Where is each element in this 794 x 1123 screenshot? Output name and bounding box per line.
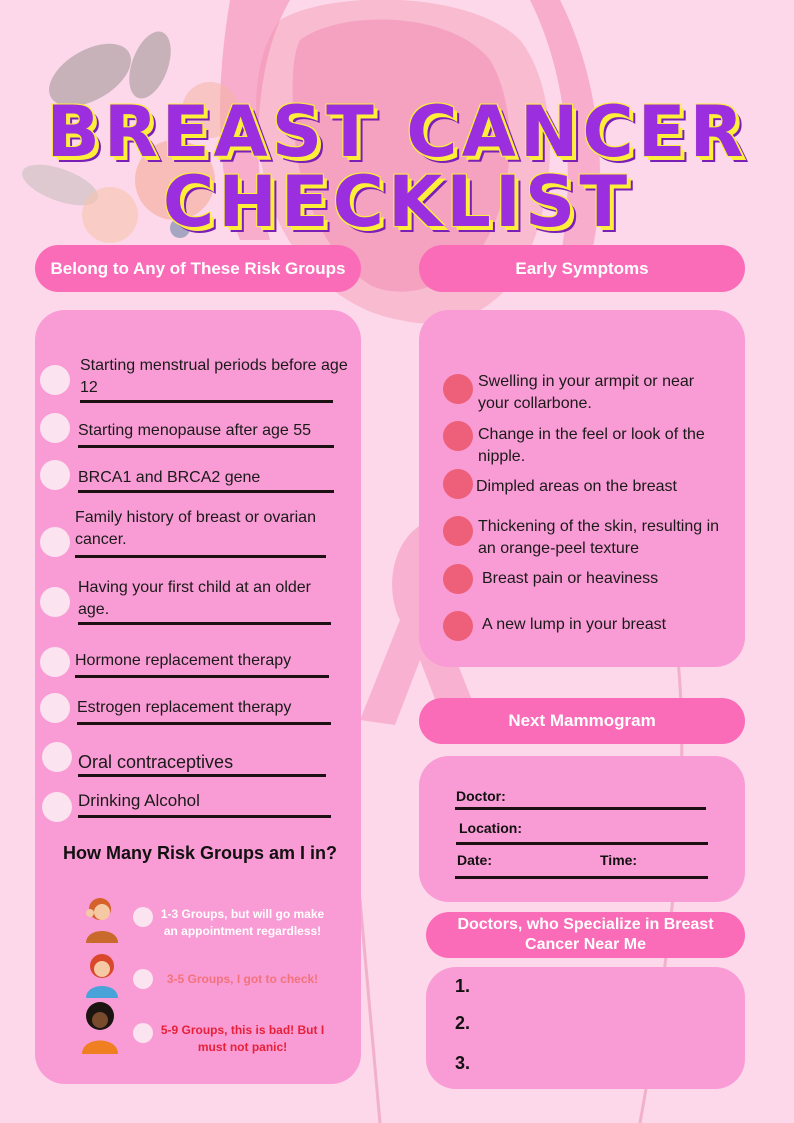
symptom-item: Thickening of the skin, resulting in an orange-peel texture — [478, 518, 720, 557]
risk-item-label: Family history of breast or ovarian cancer. — [75, 509, 316, 548]
risk-item-label: Drinking Alcohol — [78, 791, 200, 810]
group-label: 1-3 Groups, but will go make an appointment regardless! — [160, 907, 325, 938]
doctors-header: Doctors, who Specialize in Breast Cancer Near Me — [426, 912, 745, 958]
risk-item-label: Oral contraceptives — [78, 752, 234, 772]
next-mammogram-header: Next Mammogram — [419, 698, 745, 744]
risk-item-label: Having your first child at an older age. — [78, 579, 311, 618]
risk-count-question: How Many Risk Groups am I in? — [62, 843, 338, 863]
risk-item-label: Estrogen replacement therapy — [77, 699, 292, 716]
symptom-item: Dimpled areas on the breast — [476, 478, 677, 495]
early-symptoms-header: Early Symptoms — [419, 245, 745, 292]
symptom-item: Breast pain or heaviness — [482, 570, 659, 587]
doctor-number: 2. — [455, 1013, 471, 1033]
group-label: 5-9 Groups, this is bad! But I must not panic! — [160, 1023, 325, 1054]
time-label: Time: — [600, 852, 638, 868]
risk-item-label: Starting menopause after age 55 — [78, 422, 312, 439]
page-title-line2: CHECKLIST — [162, 161, 632, 243]
doctor-number: 3. — [455, 1053, 471, 1073]
risk-item-label: Hormone replacement therapy — [75, 652, 292, 669]
risk-item-label: BRCA1 and BRCA2 gene — [78, 469, 261, 486]
date-label: Date: — [457, 852, 493, 868]
page-title-line1: BREAST CANCER — [46, 91, 748, 173]
symptom-item: A new lump in your breast — [482, 616, 667, 633]
symptom-item: Swelling in your armpit or near your collarbone. — [478, 373, 695, 412]
doctor-number: 1. — [455, 976, 471, 996]
risk-item-label: Starting menstrual periods before age 12 — [80, 357, 348, 396]
location-label: Location: — [459, 820, 522, 836]
group-label: 3-5 Groups, I got to check! — [166, 972, 319, 986]
risk-groups-header: Belong to Any of These Risk Groups — [35, 245, 361, 292]
symptom-item: Change in the feel or look of the nipple. — [478, 426, 705, 465]
doctor-label: Doctor: — [456, 788, 506, 804]
